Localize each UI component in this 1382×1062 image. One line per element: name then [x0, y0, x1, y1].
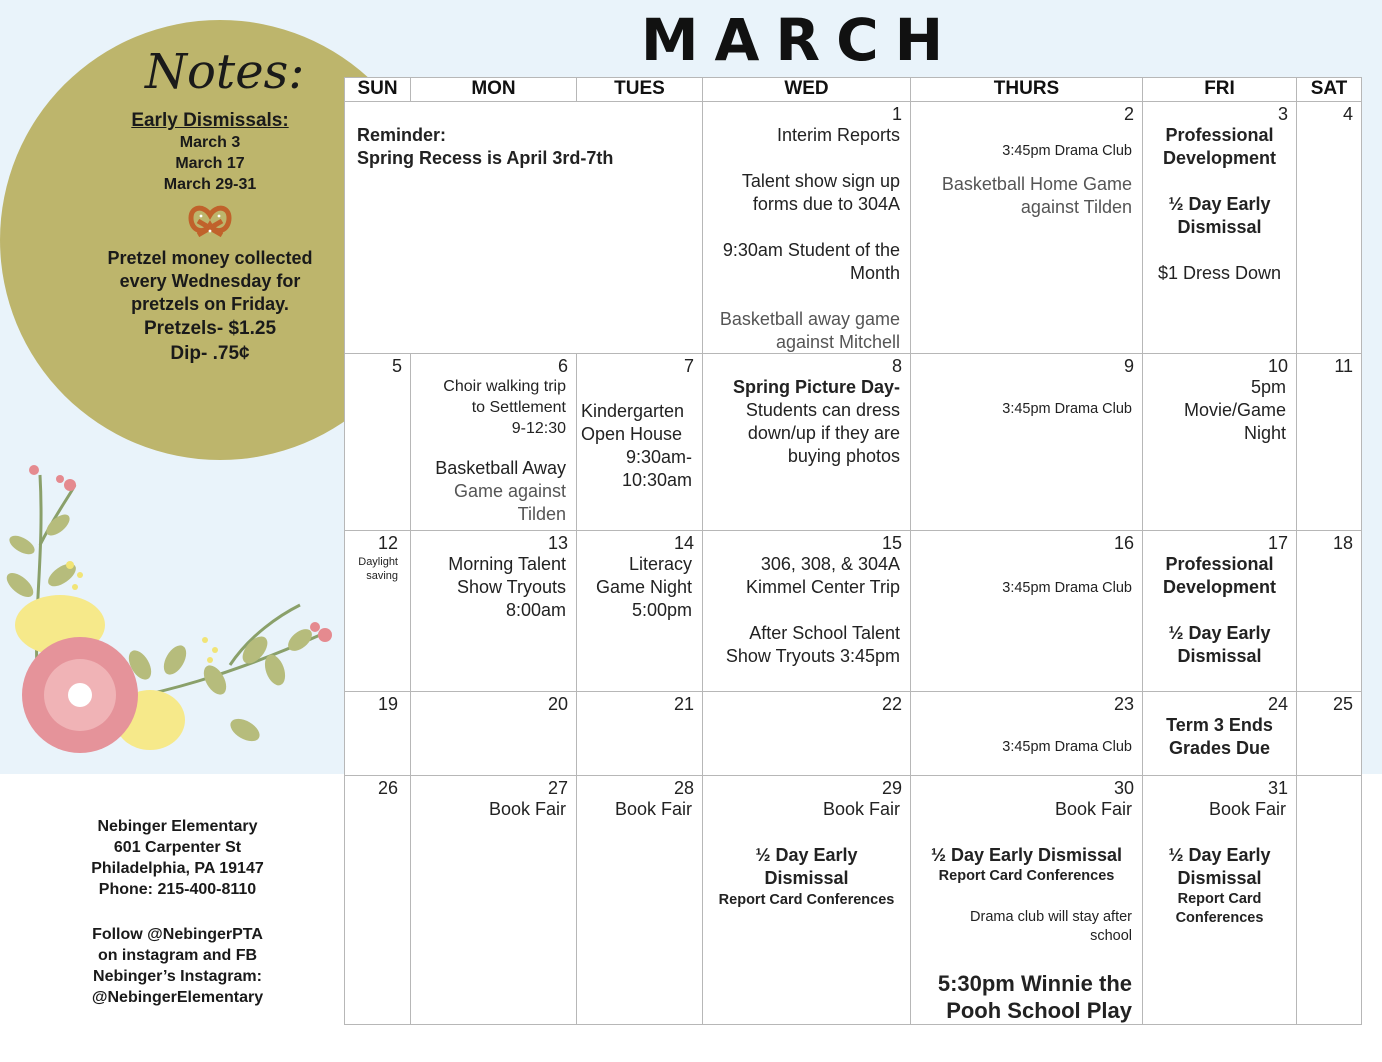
early-date: March 17 — [175, 155, 245, 172]
day-number: 10 — [1267, 356, 1288, 376]
follow-line: Nebinger’s Instagram: — [93, 968, 262, 985]
event-text: Interim Reports — [776, 125, 900, 145]
day-header-tues: TUES — [577, 78, 703, 102]
day-header-sun: SUN — [345, 78, 411, 102]
day-cell-19 — [345, 692, 411, 776]
event-text: down/up if they are — [747, 423, 900, 443]
event-text: 3:45pm Drama Club — [1002, 739, 1132, 755]
day-cell-29 — [703, 776, 911, 1024]
day-header-wed: WED — [703, 78, 911, 102]
day-number: 5 — [391, 356, 402, 376]
day-cell-24 — [1143, 692, 1297, 776]
day-number: 7 — [683, 356, 694, 376]
event-text: Month — [849, 263, 900, 283]
event-text: Morning Talent — [448, 554, 566, 574]
event-text: 9:30am Student of the — [722, 240, 900, 260]
event-text: 306, 308, & 304A — [760, 554, 900, 574]
day-cell-13 — [411, 531, 577, 692]
event-text: Show Tryouts — [456, 577, 566, 597]
day-cell-4 — [1297, 102, 1361, 354]
event-text: against Tilden — [1020, 197, 1132, 217]
event-text: Drama club will stay after — [970, 909, 1132, 925]
event-text: Conferences — [1175, 910, 1264, 926]
event-text: Book Fair — [614, 799, 692, 819]
early-date: March 3 — [179, 134, 241, 151]
event-text: Development — [1162, 148, 1277, 168]
day-cell-10 — [1143, 354, 1297, 531]
event-text: Night — [1243, 423, 1286, 443]
early-date: March 29-31 — [163, 176, 257, 193]
follow-line: @NebingerElementary — [91, 989, 264, 1006]
day-header-thurs: THURS — [911, 78, 1143, 102]
event-text: Report Card Conferences — [718, 892, 895, 908]
event-text: 3:45pm Drama Club — [1002, 401, 1132, 417]
school-line: 601 Carpenter St — [113, 839, 242, 856]
empty-cell — [1297, 776, 1361, 1024]
event-text: forms due to 304A — [752, 194, 900, 214]
day-number: 28 — [673, 778, 694, 798]
follow-line: on instagram and FB — [97, 947, 258, 964]
day-number: 18 — [1332, 533, 1353, 553]
event-text: 3:45pm Drama Club — [1002, 580, 1132, 596]
event-text: 9:30am- — [625, 447, 692, 467]
event-text: Dismissal — [1177, 868, 1262, 888]
event-text: 5pm — [1250, 377, 1286, 397]
day-cell-25 — [1297, 692, 1361, 776]
event-text: to Settlement — [471, 399, 566, 416]
event-text: $1 Dress Down — [1157, 263, 1282, 283]
event-text: Basketball Home Game — [941, 174, 1132, 194]
event-text: 3:45pm Drama Club — [1002, 143, 1132, 159]
event-text: 10:30am — [621, 470, 692, 490]
event-text: Talent show sign up — [741, 171, 900, 191]
day-number: 1 — [891, 104, 902, 124]
day-number: 24 — [1267, 694, 1288, 714]
day-cell-21 — [577, 692, 703, 776]
day-number: 15 — [881, 533, 902, 553]
event-text: Spring Picture Day- — [732, 377, 900, 397]
event-text: Tilden — [517, 504, 566, 524]
reminder-text: Spring Recess is April 3rd-7th — [357, 148, 614, 168]
event-text: Pooh School Play — [946, 998, 1132, 1023]
event-text: Book Fair — [1208, 799, 1286, 819]
event-text: ½ Day Early — [755, 845, 858, 865]
reminder-label: Reminder: — [357, 125, 447, 145]
event-text: against Mitchell — [775, 332, 900, 352]
pretzel-price: Pretzels- $1.25 — [143, 318, 277, 339]
event-text: ½ Day Early — [1168, 194, 1271, 214]
day-number: 27 — [547, 778, 568, 798]
event-text: Students can dress — [745, 400, 900, 420]
day-cell-6 — [411, 354, 577, 531]
event-text: Development — [1162, 577, 1277, 597]
day-cell-14 — [577, 531, 703, 692]
event-text: Book Fair — [488, 799, 566, 819]
day-number: 9 — [1123, 356, 1134, 376]
event-text: Book Fair — [1054, 799, 1132, 819]
day-cell-22 — [703, 692, 911, 776]
flower-decoration — [0, 455, 350, 775]
pretzel-line: pretzels on Friday. — [131, 294, 289, 314]
day-cell-16 — [911, 531, 1143, 692]
day-cell-20 — [411, 692, 577, 776]
day-cell-1 — [703, 102, 911, 354]
event-text: Report Card Conferences — [938, 868, 1115, 884]
school-info — [40, 816, 315, 1008]
event-text: ½ Day Early — [1168, 845, 1271, 865]
event-text: Dismissal — [1177, 646, 1262, 666]
pretzel-icon — [186, 201, 234, 241]
day-number: 22 — [881, 694, 902, 714]
event-text: Report Card — [1177, 891, 1262, 907]
dip-price: Dip- .75¢ — [170, 343, 250, 364]
day-number: 12 — [377, 533, 398, 553]
day-cell-18 — [1297, 531, 1361, 692]
event-text: Professional — [1165, 554, 1274, 574]
day-cell-15 — [703, 531, 911, 692]
pretzel-line: every Wednesday for — [119, 271, 301, 291]
event-text: Game against — [453, 481, 566, 501]
school-line: Phone: 215-400-8110 — [98, 881, 257, 898]
day-cell-27 — [411, 776, 577, 1024]
day-cell-3 — [1143, 102, 1297, 354]
school-line: Philadelphia, PA 19147 — [91, 860, 264, 877]
event-text: Game Night — [595, 577, 692, 597]
event-text: Daylight — [358, 556, 398, 568]
day-cell-8 — [703, 354, 911, 531]
follow-line: Follow @NebingerPTA — [92, 926, 263, 943]
day-number: 4 — [1342, 104, 1353, 124]
event-text: 5:00pm — [631, 600, 692, 620]
event-text: Show Tryouts 3:45pm — [725, 646, 900, 666]
event-text: Choir walking trip — [443, 378, 566, 395]
reminder-cell — [345, 102, 703, 354]
event-text: ½ Day Early — [1168, 623, 1271, 643]
day-cell-28 — [577, 776, 703, 1024]
day-cell-9 — [911, 354, 1143, 531]
event-text: Basketball Away — [435, 458, 566, 478]
day-number: 19 — [377, 694, 398, 714]
day-cell-7 — [577, 354, 703, 531]
event-text: Dismissal — [764, 868, 849, 888]
event-text: saving — [366, 570, 398, 582]
day-header-mon: MON — [411, 78, 577, 102]
early-dismissals-label: Early Dismissals: — [131, 110, 289, 131]
day-cell-5 — [345, 354, 411, 531]
day-number: 25 — [1332, 694, 1353, 714]
day-cell-12 — [345, 531, 411, 692]
event-text: buying photos — [787, 446, 900, 466]
day-number: 14 — [673, 533, 694, 553]
event-text: Book Fair — [822, 799, 900, 819]
day-number: 3 — [1277, 104, 1288, 124]
event-text: school — [1090, 928, 1132, 944]
day-number: 2 — [1123, 104, 1134, 124]
event-text: Kimmel Center Trip — [745, 577, 900, 597]
day-number: 8 — [891, 356, 902, 376]
event-text: Term 3 Ends — [1166, 715, 1273, 735]
day-number: 23 — [1113, 694, 1134, 714]
pretzel-line: Pretzel money collected — [107, 248, 313, 268]
day-number: 11 — [1334, 356, 1353, 376]
event-text: 9-12:30 — [511, 420, 566, 437]
event-text: Open House — [581, 424, 683, 444]
day-cell-11 — [1297, 354, 1361, 531]
day-number: 26 — [377, 778, 398, 798]
day-cell-17 — [1143, 531, 1297, 692]
day-number: 29 — [881, 778, 902, 798]
day-number: 13 — [547, 533, 568, 553]
day-number: 20 — [547, 694, 568, 714]
event-text: Basketball away game — [719, 309, 900, 329]
event-text: Kindergarten — [581, 401, 685, 421]
day-number: 6 — [557, 356, 568, 376]
calendar-grid — [344, 77, 1362, 1025]
event-text: Professional — [1165, 125, 1274, 145]
day-number: 16 — [1113, 533, 1134, 553]
day-number: 31 — [1267, 778, 1288, 798]
event-text: Dismissal — [1177, 217, 1262, 237]
page-title: MARCH — [640, 6, 960, 74]
event-text: ½ Day Early Dismissal — [930, 845, 1123, 865]
event-text: Literacy — [628, 554, 692, 574]
day-number: 21 — [673, 694, 694, 714]
event-text: After School Talent — [749, 623, 900, 643]
event-text: 5:30pm Winnie the — [937, 971, 1132, 996]
day-header-sat: SAT — [1297, 78, 1361, 102]
event-text: Grades Due — [1168, 738, 1271, 758]
day-header-fri: FRI — [1143, 78, 1297, 102]
day-number: 17 — [1267, 533, 1288, 553]
notes-body — [60, 110, 360, 366]
day-cell-23 — [911, 692, 1143, 776]
day-cell-31 — [1143, 776, 1297, 1024]
event-text: 8:00am — [505, 600, 566, 620]
day-number: 30 — [1113, 778, 1134, 798]
day-cell-26 — [345, 776, 411, 1024]
day-cell-2 — [911, 102, 1143, 354]
day-cell-30 — [911, 776, 1143, 1024]
event-text: Movie/Game — [1183, 400, 1286, 420]
notes-heading: Notes: — [145, 44, 305, 100]
school-line: Nebinger Elementary — [97, 818, 258, 835]
